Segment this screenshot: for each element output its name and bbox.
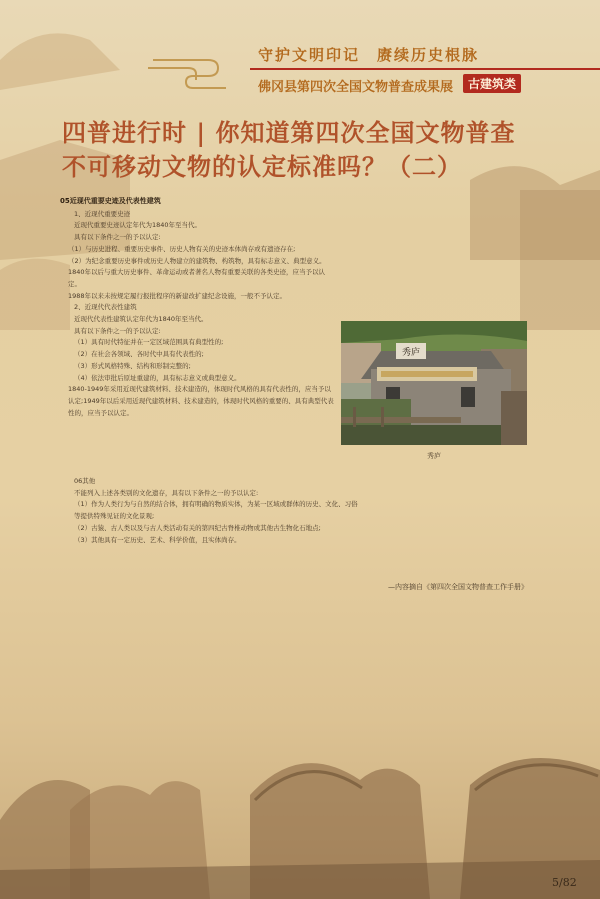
- section-05-text: [60, 196, 335, 419]
- category-tag: 古建筑类: [463, 74, 521, 93]
- title-line-2: 不可移动文物的认定标准吗？（二）: [62, 152, 462, 181]
- title-line-1: 四普进行时 | 你知道第四次全国文物普查: [62, 118, 516, 147]
- paragraph: 近现代重要史迹认定年代为1840年至当代。: [74, 221, 202, 230]
- paragraph: （1）作为人类行为与自然的结合体，拥有明确的物质实体，为某一区域或群体的历史、文化、习俗等提供特殊见证的文化景观;: [74, 500, 358, 521]
- paragraph: 具有以下条件之一的予以认定:: [74, 326, 161, 335]
- page-number: 5/82: [552, 876, 577, 889]
- cloud-pattern-ornament: [148, 52, 228, 92]
- building-plaque-text: 秀庐: [401, 348, 421, 358]
- background-ancient-buildings-bottom: [0, 700, 600, 899]
- paragraph: 1988年以来未按规定履行报批程序的新建改扩建纪念设施，一般不予认定。: [68, 291, 287, 300]
- paragraph: 1840-1949年采用近现代建筑材料、技术建造的，体现时代风格的具有代表性的，应当予以认定;1949年以后采用近现代建筑材料、技术建造的，体现时代风格的重要的、具有典型代表性的，应当予以认定。: [68, 385, 334, 417]
- page-title: [62, 116, 562, 184]
- paragraph: （2）在社会各领域、各时代中具有代表性的;: [74, 350, 204, 359]
- paragraph: 不能列入上述各类别的文化遗存，具有以下条件之一的予以认定:: [74, 488, 259, 497]
- xiulu-building-photo: [341, 321, 527, 445]
- photo-caption: 秀庐: [427, 452, 441, 460]
- section-heading: 05近现代重要史迹及代表性建筑: [60, 197, 161, 205]
- paragraph: 近现代代表性建筑认定年代为1840年至当代。: [74, 315, 208, 324]
- item-heading: 1、近现代重要史迹: [74, 209, 131, 218]
- paragraph: （2）为纪念重要历史事件或历史人物建立的建筑物、构筑物，具有标志意义、典型意义。: [68, 256, 326, 265]
- paragraph: （4）依法审批后原址重建的，具有标志意义或典型意义。: [74, 373, 241, 382]
- paragraph: 具有以下条件之一的予以认定:: [74, 233, 161, 242]
- paragraph: （3）形式风格特殊、结构和形制完整的;: [74, 361, 191, 370]
- paragraph: 1840年以后与重大历史事件、革命运动或者著名人物有重要关联的各类史迹，应当予以认定。: [68, 268, 326, 288]
- exhibition-subtitle: 佛冈县第四次全国文物普查成果展: [258, 80, 454, 95]
- paragraph: （1）具有时代特征并在一定区域范围具有典型性的;: [74, 338, 224, 347]
- paragraph: （1）与历史进程、重要历史事件、历史人物有关的史迹本体尚存或有遗迹存在;: [68, 244, 296, 253]
- item-heading: 2、近现代代表性建筑: [74, 303, 137, 312]
- header-divider: [250, 68, 600, 70]
- source-citation: —内容摘自《第四次全国文物普查工作手册》: [388, 583, 528, 591]
- paragraph: （3）其他具有一定历史、艺术、科学价值，且实体尚存。: [74, 535, 241, 544]
- exhibition-slogan: 守护文明印记 赓续历史根脉: [258, 46, 480, 64]
- section-06-text: [60, 476, 360, 546]
- section-heading: 06其他: [74, 477, 96, 485]
- paragraph: （2）古猿、古人类以及与古人类活动有关的第四纪古脊椎动物或其他古生物化石地点;: [74, 523, 321, 532]
